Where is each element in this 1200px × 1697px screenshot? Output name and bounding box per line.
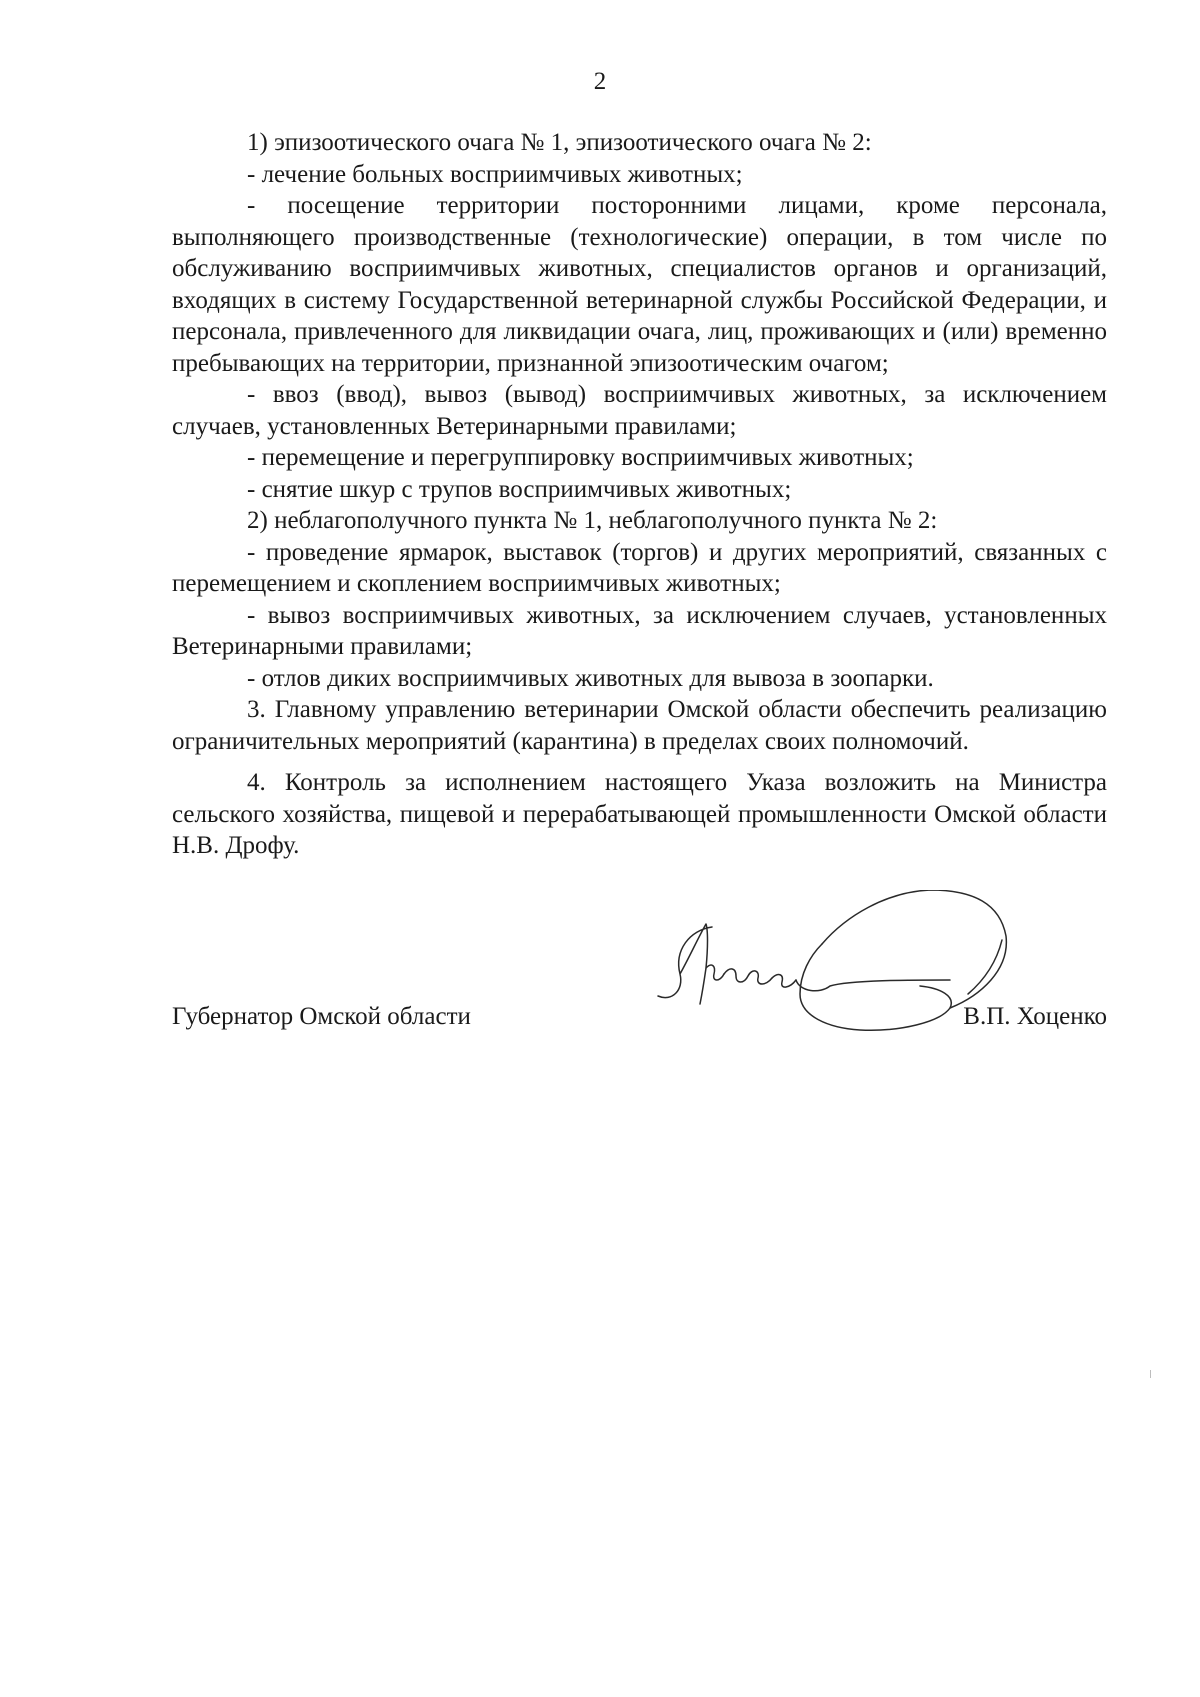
paragraph-wild-animals: - отлов диких восприимчивых животных для вывоза в зоопарки.: [247, 664, 934, 692]
signatory-name: В.П. Хоценко: [963, 1003, 1107, 1030]
paragraph-item-2-header: 2) неблагополучного пункта № 1, неблагополучного пункта № 2:: [247, 507, 938, 534]
paragraph-item-3: 3. Главному управлению ветеринарии Омской области обеспечить реализацию ограничительных мероприятий (карантина) в пределах своих полномочий.: [172, 696, 1107, 755]
document-body: [172, 127, 1107, 862]
signatory-position: Губернатор Омской области: [172, 1003, 471, 1030]
scan-artifact: [1150, 1370, 1151, 1378]
paragraph-export: - вывоз восприимчивых животных, за исключением случаев, установленных Ветеринарными правилами;: [172, 601, 1107, 660]
paragraph-fairs: - проведение ярмарок, выставок (торгов) и других мероприятий, связанных с перемещением и скоплением восприимчивых животных;: [172, 538, 1107, 597]
paragraph-visiting-restriction: - посещение территории посторонними лицами, кроме персонала, выполняющего производственные (технологические) операции, в том числе по обслуживанию восприимчивых животных, специалистов органов и организаций, входящих в систему Государственной ветеринарной службы Российской Федерации, и персонала, привлеченного для ликвидации очага, лиц, проживающих и (или) временно пребывающих на территории, признанной эпизоотическим очагом;: [172, 192, 1107, 377]
paragraph-regrouping: - перемещение и перегруппировку восприимчивых животных;: [247, 444, 914, 471]
paragraph-skinning: - снятие шкур с трупов восприимчивых животных;: [247, 475, 792, 503]
signature-block: [172, 1003, 1107, 1043]
paragraph-treatment: - лечение больных восприимчивых животных;: [247, 160, 743, 188]
handwritten-signature: [650, 890, 1120, 1090]
paragraph-item-1-header: 1) эпизоотического очага № 1, эпизоотического очага № 2:: [247, 129, 872, 156]
page-number: 2: [593, 68, 607, 95]
paragraph-import-export: - ввоз (ввод), вывоз (вывод) восприимчивых животных, за исключением случаев, установленных Ветеринарными правилами;: [172, 381, 1107, 440]
paragraph-item-4: 4. Контроль за исполнением настоящего Указа возложить на Министра сельского хозяйства, пищевой и перерабатывающей промышленности Омской области Н.В. Дрофу.: [172, 769, 1107, 859]
